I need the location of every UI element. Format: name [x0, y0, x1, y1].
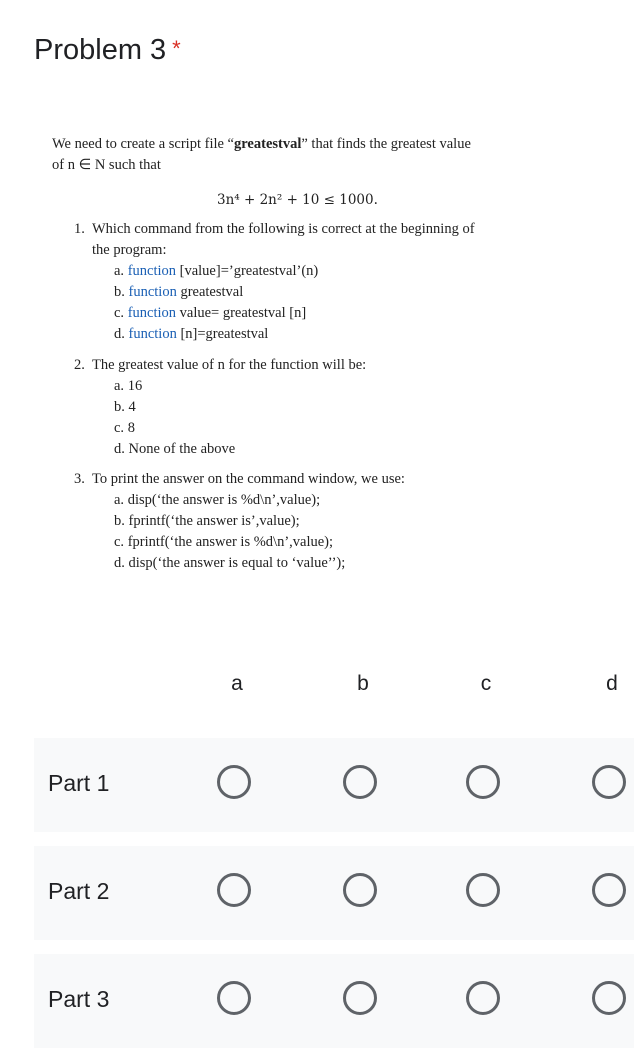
- question-1-number: 1.: [74, 221, 85, 237]
- radio-part1-c[interactable]: [466, 765, 500, 799]
- question-1-option-d: d. function [n]=greatestval: [114, 326, 269, 342]
- intro-line-2: of n ∈ N such that: [52, 157, 161, 173]
- question-3: [74, 469, 584, 574]
- script-name: greatestval: [234, 136, 302, 152]
- question-2-option-d: d. None of the above: [114, 441, 236, 457]
- radio-part2-c[interactable]: [466, 873, 500, 907]
- grid-column-b: b: [357, 672, 369, 695]
- question-3-option-c: c. fprintf(‘the answer is %d\n’,value);: [114, 534, 334, 550]
- grid-column-a: a: [231, 672, 243, 695]
- grid-row-part-3: [34, 954, 634, 1048]
- grid-row-part-1: [34, 738, 634, 832]
- question-2: [74, 355, 584, 460]
- question-2-option-c: c. 8: [114, 420, 135, 436]
- question-1-options: [114, 261, 584, 345]
- grid-row-label: Part 2: [48, 878, 110, 904]
- inequality-equation: 3n⁴ + 2n² + 10 ≤ 1000.: [217, 192, 378, 208]
- grid-row-part-2: [34, 846, 634, 940]
- intro-line-1: We need to create a script file “greatestval” that finds the greatest value: [52, 136, 471, 152]
- radio-part2-a[interactable]: [217, 873, 251, 907]
- question-1-option-b: b. function greatestval: [114, 284, 244, 300]
- radio-part3-c[interactable]: [466, 981, 500, 1015]
- radio-part1-d[interactable]: [592, 765, 626, 799]
- radio-part2-d[interactable]: [592, 873, 626, 907]
- grid-column-c: c: [480, 672, 492, 695]
- question-2-option-a: a. 16: [114, 378, 143, 394]
- question-1-option-c: c. function value= greatestval [n]: [114, 305, 307, 321]
- radio-part3-a[interactable]: [217, 981, 251, 1015]
- grid-row-label: Part 1: [48, 770, 110, 796]
- question-3-number: 3.: [74, 471, 85, 487]
- question-title: [34, 34, 181, 67]
- question-3-text: To print the answer on the command window, we use:: [92, 471, 405, 487]
- radio-part3-d[interactable]: [592, 981, 626, 1015]
- question-2-option-b: b. 4: [114, 399, 136, 415]
- grid-column-d: d: [606, 672, 618, 695]
- question-3-option-a: a. disp(‘the answer is %d\n’,value);: [114, 492, 321, 508]
- radio-part3-b[interactable]: [343, 981, 377, 1015]
- question-title-text: Problem 3: [34, 34, 167, 66]
- question-2-options: [114, 376, 584, 460]
- question-3-options: [114, 490, 584, 574]
- radio-part2-b[interactable]: [343, 873, 377, 907]
- question-1-text: Which command from the following is correct at the beginning of the program:: [92, 221, 475, 258]
- question-2-text: The greatest value of n for the function will be:: [92, 357, 367, 373]
- question-1-option-a: a. function [value]=’greatestval’(n): [114, 263, 319, 279]
- grid-row-label: Part 3: [48, 986, 110, 1012]
- question-3-option-b: b. fprintf(‘the answer is’,value);: [114, 513, 300, 529]
- radio-part1-a[interactable]: [217, 765, 251, 799]
- question-2-number: 2.: [74, 357, 85, 373]
- problem-image: [52, 134, 592, 571]
- required-asterisk: *: [172, 36, 181, 61]
- question-3-option-d: d. disp(‘the answer is equal to ‘value’’);: [114, 555, 346, 571]
- radio-part1-b[interactable]: [343, 765, 377, 799]
- question-1: [74, 219, 584, 345]
